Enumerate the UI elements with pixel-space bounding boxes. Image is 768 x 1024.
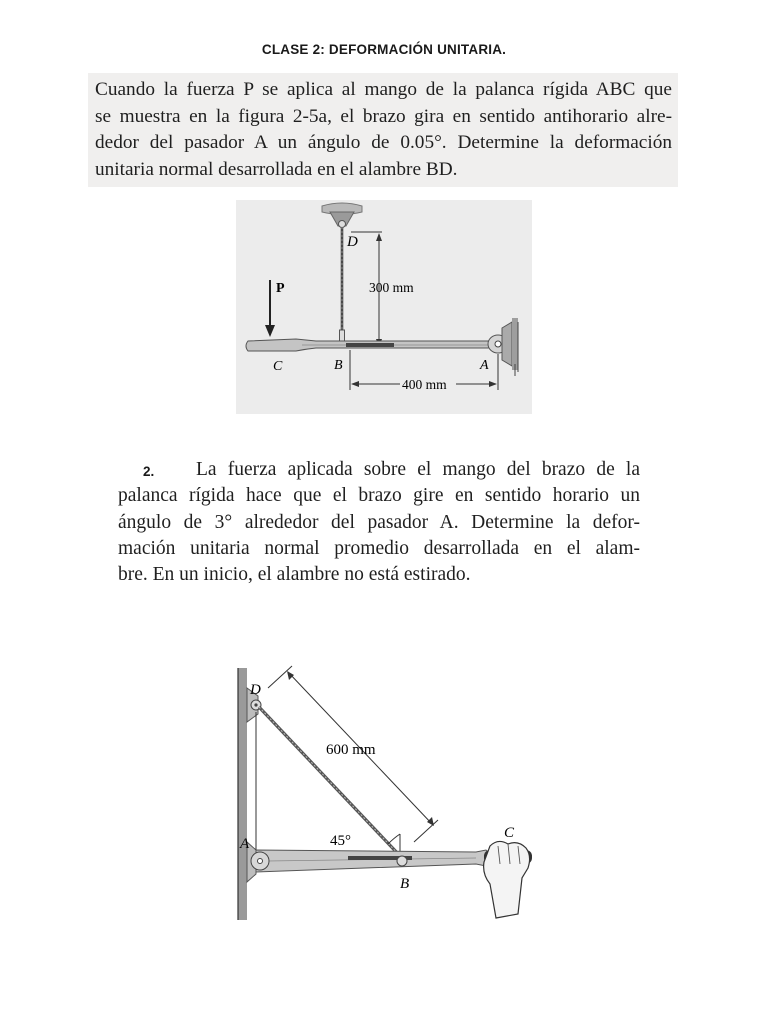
problem-1-line-2: se muestra en la figura 2-5a, el brazo gira en sentido antihorario alre-	[95, 105, 672, 127]
label-a: A	[480, 358, 489, 373]
problem-2-line-2: palanca rígida hace que el brazo gire en sentido horario un	[118, 485, 640, 507]
label-b: B	[400, 876, 410, 892]
dim-400mm: 400 mm	[402, 377, 447, 392]
force-p-label: P	[276, 281, 285, 296]
figure-lever-wire	[228, 662, 540, 924]
label-b: B	[334, 358, 343, 373]
problem-1-line-3: dedor del pasador A un ángulo de 0.05°. Determine la deformación	[95, 132, 672, 153]
label-c: C	[504, 825, 515, 841]
problem-2-text	[118, 457, 640, 588]
dim-300mm: 300 mm	[369, 280, 414, 295]
label-a: A	[240, 836, 250, 852]
problem-2-number: 2.	[143, 464, 155, 479]
problem-1-line-4: unitaria normal desarrollada en el alambre BD.	[95, 158, 458, 180]
label-d: D	[347, 234, 358, 250]
problem-2-line-3: ángulo de 3° alrededor del pasador A. Determine la defor-	[118, 511, 640, 533]
angle-45: 45°	[330, 833, 351, 849]
problem-2-line-4: mación unitaria normal promedio desarrollada en el alam-	[118, 537, 640, 559]
problem-2-line-1: La fuerza aplicada sobre el mango del brazo de la	[196, 459, 640, 480]
label-c: C	[273, 359, 283, 374]
figure-lever-abc	[236, 200, 532, 414]
problem-2-line-5: bre. En un inicio, el alambre no está estirado.	[118, 564, 471, 586]
label-d: D	[250, 682, 261, 698]
page-title: CLASE 2: DEFORMACIÓN UNITARIA.	[261, 42, 507, 57]
dim-600mm: 600 mm	[326, 742, 376, 758]
problem-1-text	[88, 73, 678, 187]
problem-1-line-1: Cuando la fuerza P se aplica al mango de la palanca rígida ABC que	[95, 79, 672, 100]
